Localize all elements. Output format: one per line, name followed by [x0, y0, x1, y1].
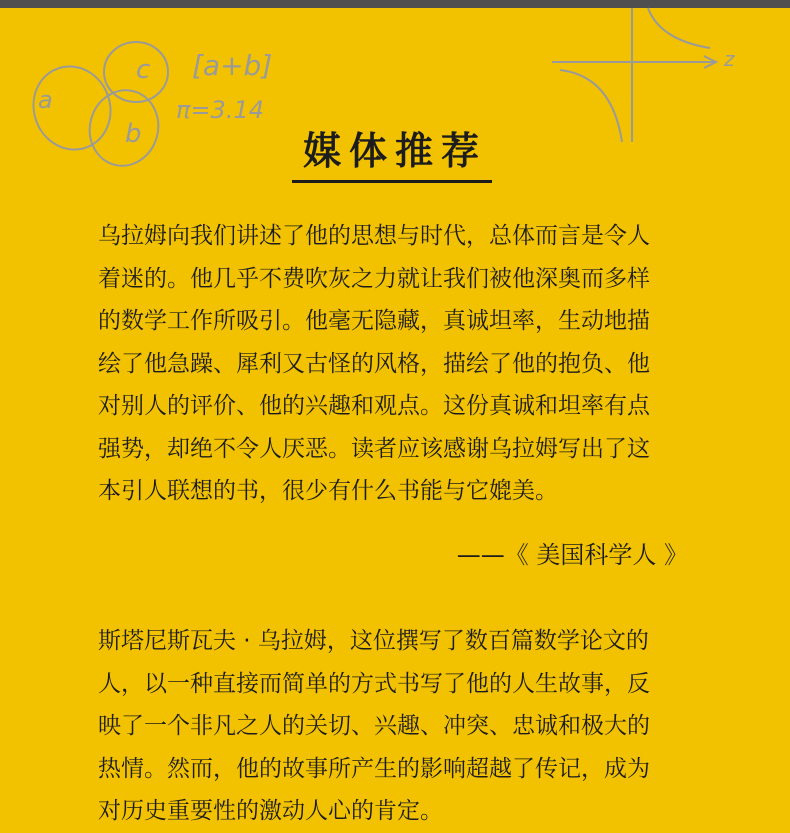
- review-2-line: 人，以一种直接而简单的方式书写了他的人生故事，反: [98, 670, 650, 697]
- axis-arrow: [704, 56, 716, 68]
- review-2-line: 热情。然而，他的故事所产生的影响超越了传记，成为: [98, 755, 650, 782]
- review-1-source: ——《 美国科学人 》: [456, 541, 688, 569]
- title-underline: [292, 180, 492, 183]
- review-1-line: 对别人的评价、他的兴趣和观点。这份真诚和坦率有点: [98, 393, 650, 419]
- venn-label-c: c: [136, 55, 151, 85]
- review-1-line: 着迷的。他几乎不费吹灰之力就让我们被他深奥而多样: [98, 265, 650, 292]
- top-bar: [0, 0, 790, 8]
- venn-label-b: b: [125, 119, 142, 149]
- review-1-line: 强势，却绝不令人厌恶。读者应该感谢乌拉姆写出了这: [98, 435, 650, 462]
- review-2-line: 对历史重要性的激动人心的肯定。: [98, 798, 443, 824]
- review-1-line: 本引人联想的书，很少有什么书能与它媲美。: [98, 478, 558, 504]
- formula-pi: π=3.14: [176, 96, 264, 124]
- review-2-line: 映了一个非凡之人的关切、兴趣、冲突、忠诚和极大的: [98, 713, 650, 739]
- review-1-line: 乌拉姆向我们讲述了他的思想与时代，总体而言是令人: [98, 223, 650, 249]
- review-1-line: 绘了他急躁、犀利又古怪的风格，描绘了他的抱负、他: [98, 350, 650, 377]
- review-paragraph-2: [98, 620, 698, 833]
- formula-bracket: [a+b]: [192, 49, 273, 82]
- venn-label-a: a: [38, 86, 53, 114]
- hyperbola-upper: [648, 8, 710, 48]
- venn-circle-c: [104, 42, 168, 102]
- axis-label-z: z: [724, 47, 735, 71]
- review-2-line: 斯塔尼斯瓦夫 · 乌拉姆，这位撰写了数百篇数学论文的: [98, 628, 649, 654]
- review-1-line: 的数学工作所吸引。他毫无隐藏，真诚坦率，生动地描: [98, 308, 650, 334]
- review-paragraph-1: [98, 215, 698, 513]
- section-title: 媒体推荐: [302, 128, 487, 173]
